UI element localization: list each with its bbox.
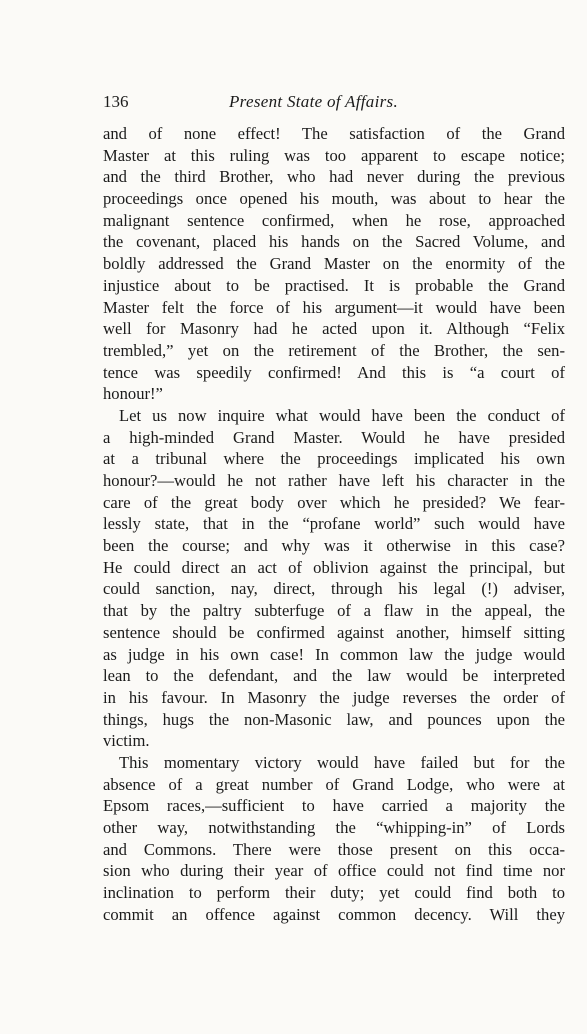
text-line: Let us now inquire what would have been the conduct of: [119, 405, 565, 425]
text-line: things, hugs the non-Masonic law, and pounces upon the: [103, 709, 565, 729]
running-title: Present State of Affairs.: [229, 92, 398, 111]
text-line: tence was speedily confirmed! And this is “a court of: [103, 362, 565, 382]
text-line: been the course; and why was it otherwise in this case?: [103, 536, 565, 556]
page-number: 136: [103, 92, 129, 111]
text-line: boldly addressed the Grand Master on the enormity of the: [103, 254, 565, 274]
text-line: commit an offence against common decency. Will they: [103, 904, 565, 924]
text-line: as judge in his own case! In common law the judge would: [103, 644, 565, 664]
text-line: inclination to perform their duty; yet could find both to: [103, 883, 565, 903]
text-line: and of none effect! The satisfaction of the Grand: [103, 124, 565, 143]
text-line: and Commons. There were those present on this occa-: [103, 839, 565, 859]
text-line: lessly state, that in the “profane world” such would have: [103, 514, 565, 534]
page-header: [103, 92, 565, 116]
text-line: honour?—would he not rather have left his character in the: [103, 471, 565, 490]
body-text: [103, 123, 565, 925]
text-line: in his favour. In Masonry the judge reverses the order of: [103, 687, 565, 707]
text-line: This momentary victory would have failed but for the: [119, 752, 565, 772]
text-line: lean to the defendant, and the law would be interpreted: [103, 666, 565, 686]
text-line: Epsom races,—sufficient to have carried a majority the: [103, 796, 565, 816]
text-line: other way, notwithstanding the “whipping-in” of Lords: [103, 818, 565, 837]
text-line: well for Masonry had he acted upon it. Although “Felix: [103, 319, 565, 339]
text-line: malignant sentence confirmed, when he rose, approached: [103, 210, 565, 230]
text-line: a high-minded Grand Master. Would he have presided: [103, 427, 565, 447]
text-line: Master at this ruling was too apparent to escape notice;: [103, 145, 565, 165]
text-line: trembled,” yet on the retirement of the Brother, the sen-: [103, 340, 565, 360]
text-line: injustice about to be practised. It is probable the Grand: [103, 275, 565, 295]
text-line: He could direct an act of oblivion against the principal, but: [103, 557, 565, 577]
text-line: and the third Brother, who had never during the previous: [103, 167, 565, 187]
text-line: could sanction, nay, direct, through his legal (!) adviser,: [103, 579, 565, 599]
text-line: absence of a great number of Grand Lodge, who were at: [103, 774, 565, 794]
text-line: care of the great body over which he presided? We fear-: [103, 492, 565, 512]
text-line: Master felt the force of his argument—it would have been: [103, 297, 565, 317]
text-line: that by the paltry subterfuge of a flaw in the appeal, the: [103, 601, 565, 621]
text-line: honour!”: [103, 384, 163, 404]
text-line: the covenant, placed his hands on the Sacred Volume, and: [103, 232, 565, 252]
text-line: sion who during their year of office could not find time nor: [103, 861, 565, 881]
text-line: victim.: [103, 731, 150, 751]
text-line: sentence should be confirmed against another, himself sitting: [103, 622, 565, 642]
text-line: proceedings once opened his mouth, was about to hear the: [103, 189, 565, 209]
text-line: at a tribunal where the proceedings implicated his own: [103, 449, 565, 469]
